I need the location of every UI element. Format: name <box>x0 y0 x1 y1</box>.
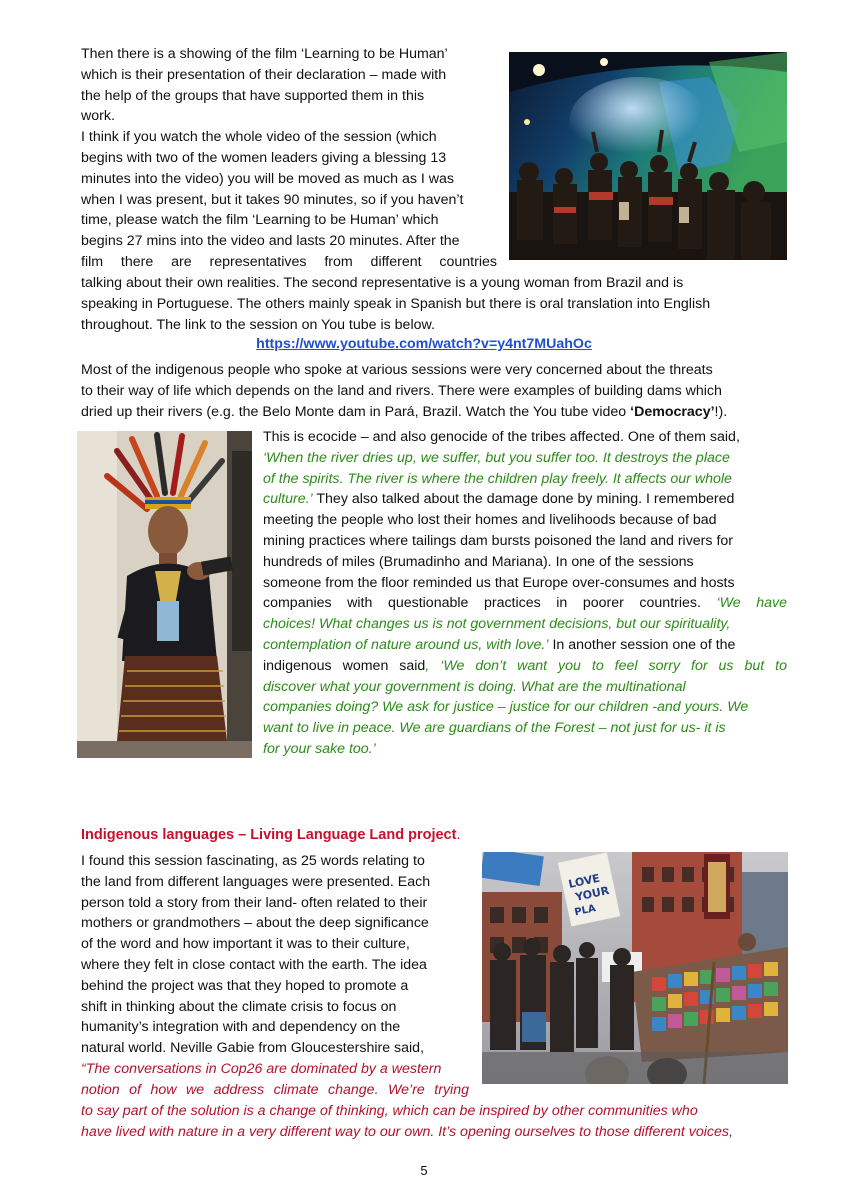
text-line <box>81 402 787 423</box>
text-line: where they felt in close contact with the earth. The idea <box>81 956 427 973</box>
text-line: when I was present, but it takes 90 minutes, so if you haven’t <box>81 191 464 208</box>
page-number <box>0 1163 848 1178</box>
quote-line: ‘When the river dries up, we suffer, but you suffer too. It destroys the place <box>263 449 730 466</box>
video-title: ‘Democracy’ <box>630 403 715 420</box>
text-line: which is their presentation of their declaration – made with <box>81 66 447 83</box>
quote-fragment: , ‘We don’t want you to feel sorry for us but to <box>425 657 787 674</box>
youtube-link[interactable]: https://www.youtube.com/watch?v=y4nt7MUahOc <box>256 336 592 352</box>
quote-line: for your sake too.’ <box>263 740 376 757</box>
text-fragment: dried up their rivers (e.g. the Belo Monte dam in Pará, Brazil. Watch the You tube video <box>81 403 631 420</box>
text-line: mining practices where tailings dam bursts poisoned the land and rivers for <box>263 532 734 549</box>
stage-performance-photo <box>509 52 787 260</box>
text-line <box>263 593 787 614</box>
text-line: talking about their own realities. The second representative is a young woman from Brazil and is <box>81 275 684 291</box>
link-row <box>0 335 848 353</box>
text-line: mothers or grandmothers – about the deep significance <box>81 915 429 932</box>
quote-line: of the spirits. The river is where the children play freely. It affects our whole <box>263 470 732 487</box>
text-line: begins with two of the women leaders giving a blessing 13 <box>81 149 447 166</box>
quote-line: notion of how we address climate change. We’re trying <box>81 1081 469 1098</box>
text-line: work. <box>81 108 115 125</box>
quote-line: to say part of the solution is a change of thinking, which can be inspired by other communities who <box>81 1103 698 1119</box>
text-fragment: indigenous women said <box>263 657 426 674</box>
quote-fragment: contemplation of nature around us, with love.’ <box>263 636 549 653</box>
section-heading <box>81 826 460 844</box>
text-line: Then there is a showing of the film ‘Learning to be Human’ <box>81 46 448 62</box>
ecocide-paragraph <box>263 427 787 760</box>
text-fragment: companies with questionable practices in poorer countries. <box>263 595 717 612</box>
text-fragment: !). <box>714 403 728 420</box>
text-line: of the word and how important it was to their culture, <box>81 936 410 953</box>
text-line: person told a story from their land- often related to their <box>81 894 428 911</box>
text-line: to their way of life which depends on the land and rivers. There were examples of building dams which <box>81 382 722 399</box>
quote-fragment: ‘We have <box>716 595 787 612</box>
quote-line: companies doing? We ask for justice – justice for our children -and yours. We <box>263 699 749 716</box>
headdress-speaker-photo <box>77 431 252 758</box>
svg-text:LOVE: LOVE <box>567 871 602 891</box>
intro-paragraph <box>81 44 497 273</box>
text-line: speaking in Portuguese. The others mainly speak in Spanish but there is oral translation into English <box>81 295 711 312</box>
text-line: shift in thinking about the climate crisis to focus on <box>81 998 397 1015</box>
text-line: I found this session fascinating, as 25 words relating to <box>81 853 425 869</box>
languages-paragraph <box>81 851 469 1101</box>
section-title-dot: . <box>456 827 461 843</box>
text-fragment: They also talked about the damage done by mining. I remembered <box>312 491 735 508</box>
text-line: film there are representatives from different countries <box>81 253 497 270</box>
threats-paragraph <box>81 360 787 422</box>
quote-line: have lived with nature in a very different way to our own. It’s opening ourselves to those different voices, <box>81 1123 733 1140</box>
quote-line: “The conversations in Cop26 are dominated by a western <box>81 1060 442 1077</box>
street-march-photo <box>482 852 788 1084</box>
intro-text <box>81 44 497 273</box>
text-line: humanity’s integration with and dependency on the <box>81 1019 401 1036</box>
text-line: behind the project was that they hoped to promote a <box>81 977 409 994</box>
text-line: someone from the floor reminded us that Europe over-consumes and hosts <box>263 574 735 591</box>
quote-line: want to live in peace. We are guardians of the Forest – not just for us- it is <box>263 720 726 737</box>
intro-paragraph-full-width <box>81 273 787 335</box>
text-line: hundreds of miles (Brumadinho and Mariana). In one of the sessions <box>263 553 694 570</box>
section-title: Indigenous languages – Living Language Land project <box>81 827 457 843</box>
text-line: the land from different languages were presented. Each <box>81 873 431 890</box>
quote-line: discover what your government is doing. What are the multinational <box>263 678 686 695</box>
text-fragment: In another session one of the <box>548 636 736 653</box>
text-line: begins 27 mins into the video and lasts 20 minutes. After the <box>81 233 460 250</box>
text-line <box>263 489 787 510</box>
languages-quote-full-width <box>81 1101 787 1143</box>
text-line <box>263 635 787 656</box>
text-line: natural world. Neville Gabie from Gloucestershire said, <box>81 1040 425 1057</box>
text-line: Most of the indigenous people who spoke at various sessions were very concerned about the threats <box>81 362 713 378</box>
page-number-text: 5 <box>420 1163 428 1178</box>
svg-text:PLA: PLA <box>573 903 597 919</box>
text-line: This is ecocide – and also genocide of the tribes affected. One of them said, <box>263 429 740 445</box>
text-line: time, please watch the film ‘Learning to be Human’ which <box>81 212 439 229</box>
text-line: meeting the people who lost their homes and livelihoods because of bad <box>263 512 717 529</box>
text-line: minutes into the video) you will be moved as much as I was <box>81 170 454 187</box>
text-line: throughout. The link to the session on You tube is below. <box>81 316 435 333</box>
svg-text:YOUR: YOUR <box>574 884 611 904</box>
text-line: the help of the groups that have supported them in this <box>81 87 425 104</box>
text-line <box>263 656 787 677</box>
quote-fragment: culture.’ <box>263 491 313 508</box>
text-line: I think if you watch the whole video of the session (which <box>81 129 437 146</box>
quote-line: choices! What changes us is not government decisions, but our spirituality, <box>263 616 731 633</box>
